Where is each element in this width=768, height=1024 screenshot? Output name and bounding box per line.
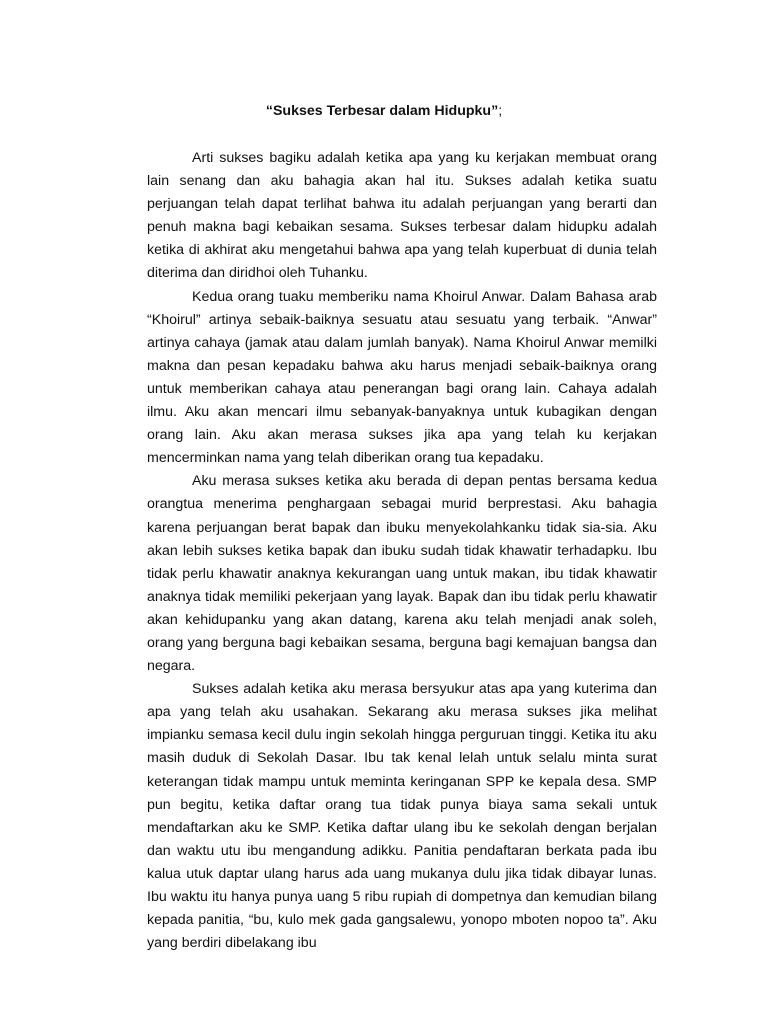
essay-body [147,147,657,955]
paragraph-2: Kedua orang tuaku memberiku nama Khoirul Anwar. Dalam Bahasa arab “Khoirul” artinya sebaik-baiknya sesuatu atau sesuatu yang terbaik. “Anwar” artinya cahaya (jamak atau dalam jumlah banyak). Nama Khoirul Anwar memilki makna dan pesan kepadaku bahwa aku harus menjadi sebaik-baiknya orang untuk memberikan cahaya atau penerangan bagi orang lain. Cahaya adalah ilmu. Aku akan mencari ilmu sebanyak-banyaknya untuk kubagikan dengan orang lain. Aku akan merasa sukses jika apa yang telah ku kerjakan mencerminkan nama yang telah diberikan orang tua kepadaku. [147,288,657,467]
page-title [0,102,768,120]
paragraph-3: Aku merasa sukses ketika aku berada di depan pentas bersama kedua orangtua menerima penghargaan sebagai murid berprestasi. Aku bahagia karena perjuangan berat bapak dan ibuku menyekolahkanku tidak sia-sia. Aku akan lebih sukses ketika bapak dan ibuku sudah tidak khawatir terhadapku. Ibu tidak perlu khawatir anaknya kekurangan uang untuk makan, ibu tidak khawatir anaknya tidak memiliki pekerjaan yang layak. Bapak dan ibu tidak perlu khawatir akan kehidupanku yang akan datang, karena aku telah menjadi anak soleh, orang yang berguna bagi kebaikan sesama, berguna bagi kemajuan bangsa dan negara. [147,473,657,675]
paragraph-1: Arti sukses bagiku adalah ketika apa yang ku kerjakan membuat orang lain senang dan aku bahagia akan hal itu. Sukses adalah ketika suatu perjuangan telah dapat terlihat bahwa itu adalah perjuangan yang berarti dan penuh makna bagi kebaikan sesama. Sukses terbesar dalam hidupku adalah ketika di akhirat aku mengetahui bahwa apa yang telah kuperbuat di dunia telah diterima dan diridhoi oleh Tuhanku. [147,150,657,282]
title-text: “Sukses Terbesar dalam Hidupku” [265,103,499,119]
paragraph-4: Sukses adalah ketika aku merasa bersyukur atas apa yang kuterima dan apa yang telah aku usahakan. Sekarang aku merasa sukses jika melihat impianku semasa kecil dulu ingin sekolah hingga perguruan tinggi. Ketika itu aku masih duduk di Sekolah Dasar. Ibu tak kenal lelah untuk selalu minta surat keterangan tidak mampu untuk meminta keringanan SPP ke kepala desa. SMP pun begitu, ketika daftar orang tua tidak punya biaya sama sekali untuk mendaftarkan aku ke SMP. Ketika daftar ulang ibu ke sekolah dengan berjalan dan waktu utu ibu mengandung adikku. Panitia pendaftaran berkata pada ibu kalua utuk daptar ulang harus ada uang mukanya dulu jika tidak dibayar lunas. Ibu waktu itu hanya punya uang 5 ribu rupiah di dompetnya dan kemudian bilang kepada panitia, “bu, kulo mek gada gangsalewu, yonopo mboten nopoo ta”. Aku yang berdiri dibelakang ibu [147,681,657,952]
title-suffix: ; [498,103,503,119]
